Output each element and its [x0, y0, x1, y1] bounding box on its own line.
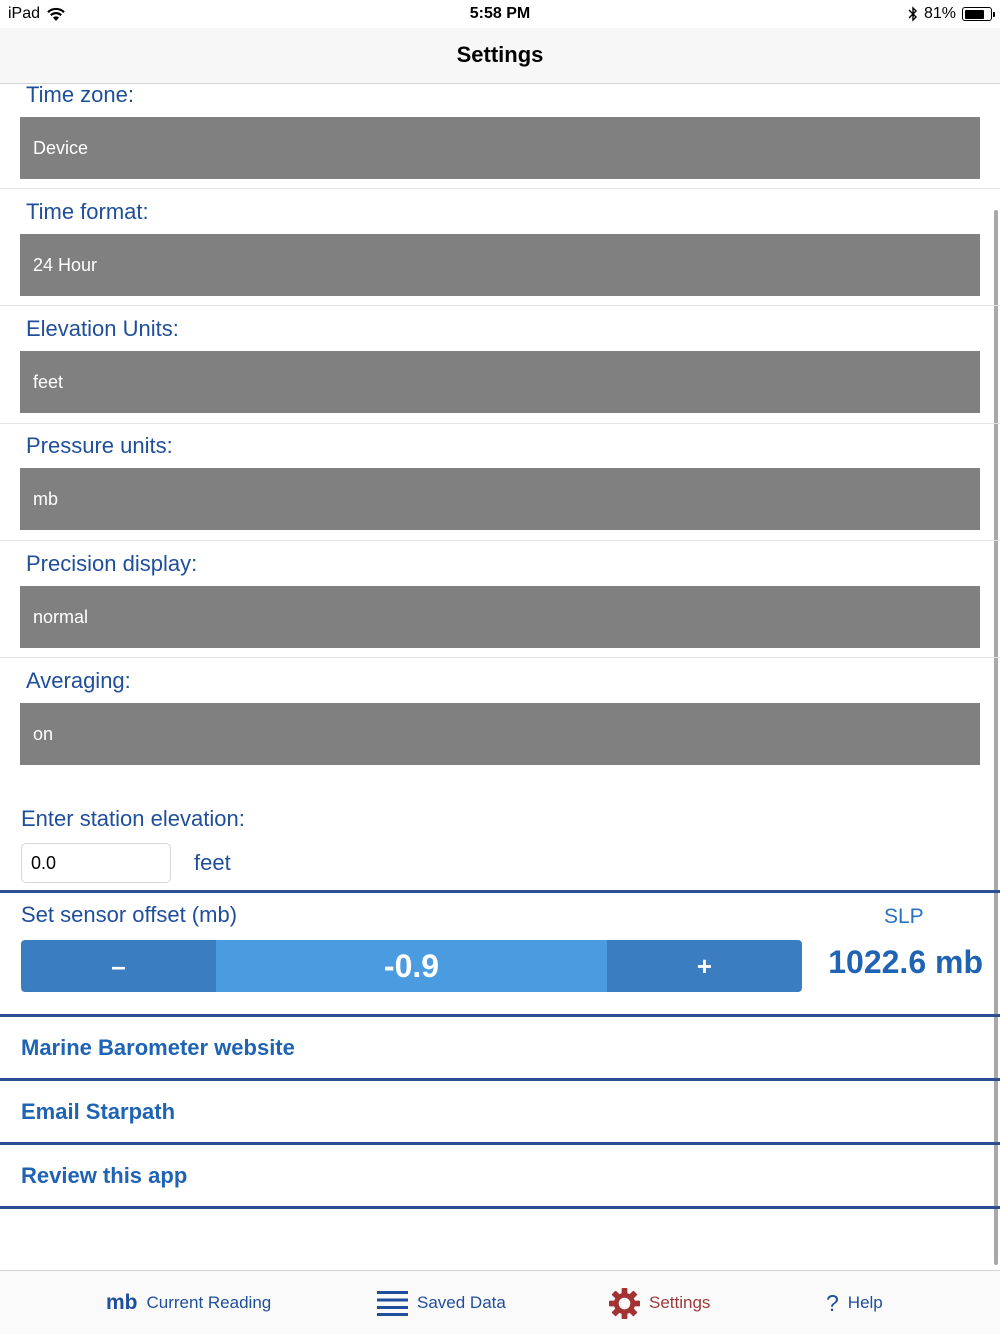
- precision-display-label: Precision display:: [26, 551, 198, 576]
- decrement-button[interactable]: –: [21, 940, 216, 992]
- tab-settings[interactable]: [609, 1271, 710, 1334]
- averaging-label: Averaging:: [26, 668, 131, 693]
- tab-current-reading[interactable]: [106, 1271, 271, 1334]
- mb-icon: mb: [106, 1291, 138, 1314]
- tab-label: Settings: [649, 1293, 711, 1312]
- review-app-link[interactable]: Review this app: [21, 1163, 188, 1188]
- marine-barometer-website-link[interactable]: Marine Barometer website: [21, 1035, 295, 1060]
- increment-button[interactable]: +: [607, 940, 802, 992]
- gear-icon: [609, 1288, 640, 1319]
- section-divider: [0, 1014, 1000, 1017]
- battery-fill: [965, 10, 985, 19]
- pressure-units-label: Pressure units:: [26, 433, 173, 458]
- time-zone-label: Time zone:: [26, 82, 135, 107]
- status-time: 5:58 PM: [469, 5, 531, 22]
- battery-icon: [962, 7, 992, 21]
- averaging-select[interactable]: on: [20, 703, 980, 765]
- bluetooth-icon: [908, 6, 918, 22]
- navigation-bar: [0, 28, 1000, 84]
- station-elevation-input[interactable]: [21, 843, 171, 883]
- device-name: iPad: [8, 5, 41, 22]
- status-bar: [0, 0, 1000, 28]
- page-title: Settings: [456, 42, 544, 67]
- email-starpath-link[interactable]: Email Starpath: [21, 1099, 176, 1124]
- precision-display-select[interactable]: normal: [20, 586, 980, 648]
- tab-help[interactable]: [826, 1271, 883, 1334]
- sensor-offset-value: -0.9: [216, 940, 607, 992]
- status-right: [908, 5, 992, 23]
- list-icon: [377, 1289, 408, 1317]
- sensor-offset-label: Set sensor offset (mb): [21, 902, 238, 927]
- tab-saved-data[interactable]: [377, 1271, 506, 1334]
- time-zone-select[interactable]: Device: [20, 117, 980, 179]
- section-divider: [0, 1078, 1000, 1081]
- tab-label: Saved Data: [417, 1293, 506, 1312]
- battery-percent: 81%: [923, 5, 956, 22]
- divider: [0, 540, 1000, 541]
- section-divider: [0, 890, 1000, 893]
- pressure-units-select[interactable]: mb: [20, 468, 980, 530]
- tab-label: Help: [847, 1293, 883, 1312]
- help-icon: ?: [826, 1289, 839, 1316]
- section-divider: [0, 1206, 1000, 1209]
- scroll-indicator[interactable]: [994, 210, 998, 1265]
- elevation-units-select[interactable]: feet: [20, 351, 980, 413]
- divider: [0, 305, 1000, 306]
- elevation-units-label: Elevation Units:: [26, 316, 179, 341]
- station-elevation-label: Enter station elevation:: [21, 806, 245, 831]
- slp-value: 1022.6 mb: [828, 944, 983, 980]
- station-elevation-unit: feet: [194, 850, 231, 875]
- divider: [0, 188, 1000, 189]
- slp-label: SLP: [884, 905, 924, 928]
- tab-label: Current Reading: [146, 1293, 272, 1312]
- divider: [0, 657, 1000, 658]
- divider: [0, 423, 1000, 424]
- section-divider: [0, 1142, 1000, 1145]
- sensor-offset-stepper: [21, 940, 802, 992]
- time-format-label: Time format:: [26, 199, 149, 224]
- time-format-select[interactable]: 24 Hour: [20, 234, 980, 296]
- tab-bar: [0, 1270, 1000, 1334]
